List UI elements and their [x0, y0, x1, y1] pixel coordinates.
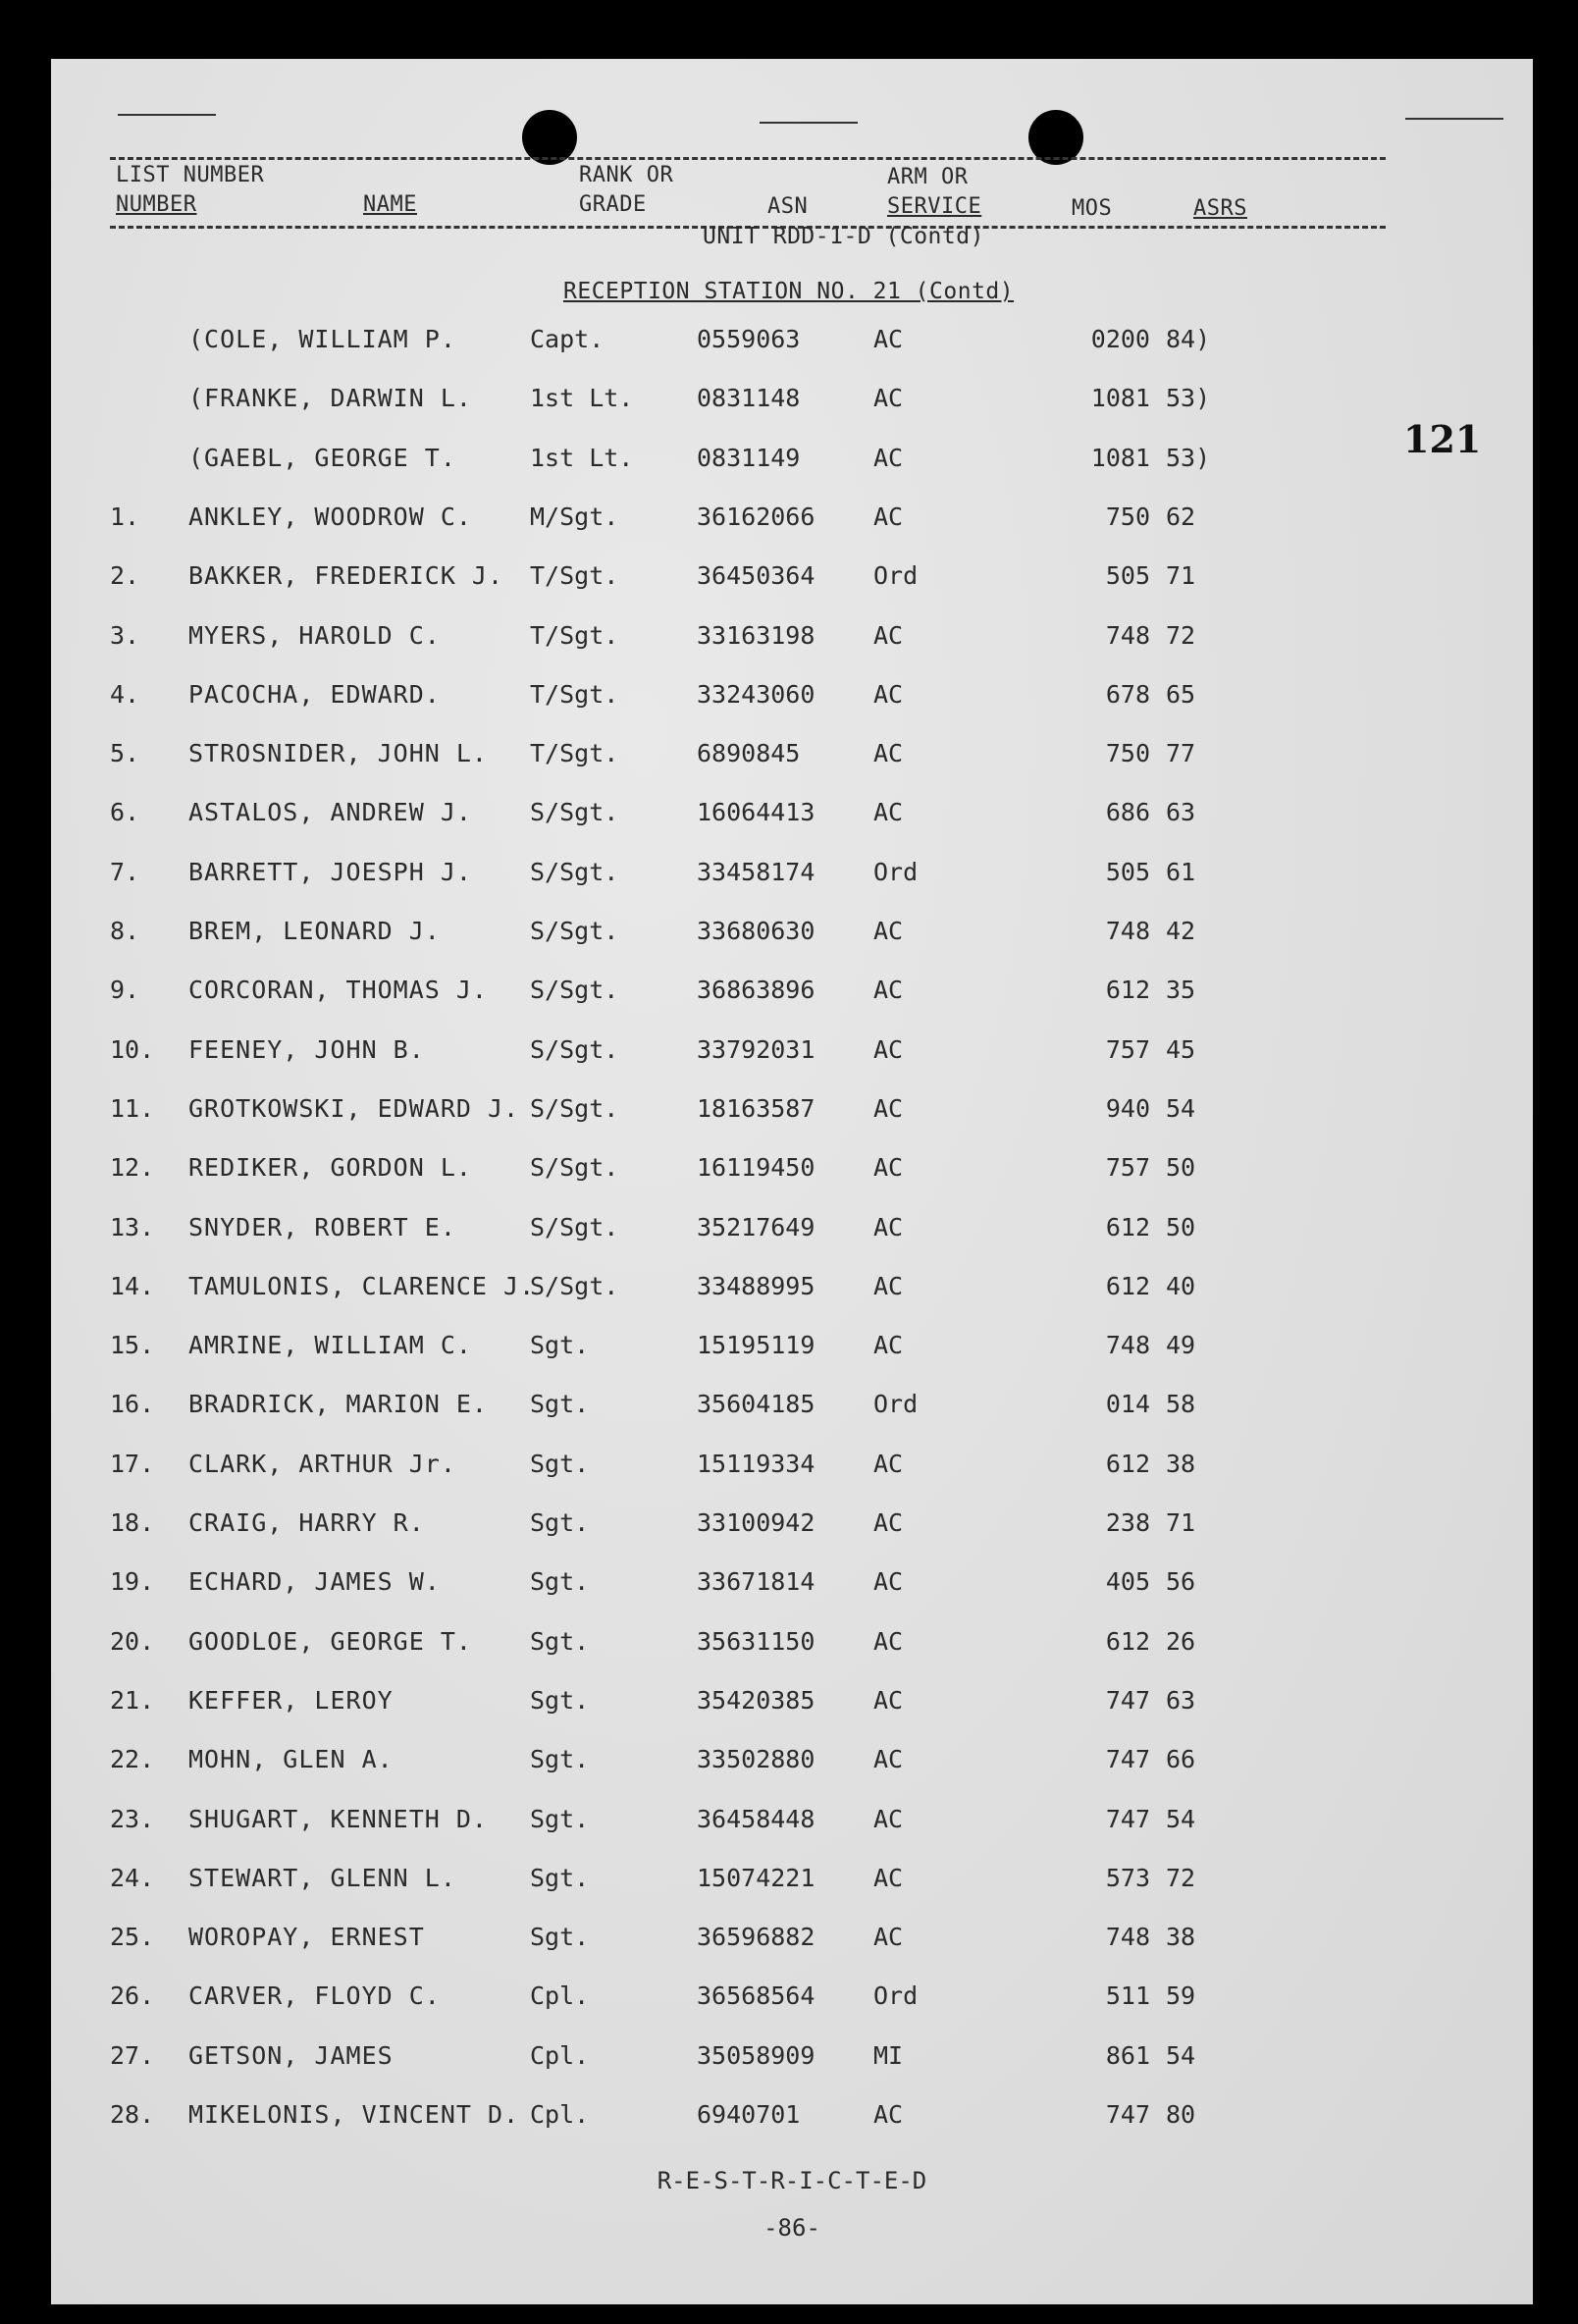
row-asn: 33680630 — [697, 917, 815, 945]
row-asn: 35420385 — [697, 1686, 815, 1715]
row-asn: 35058909 — [697, 2041, 815, 2070]
row-asn: 0559063 — [697, 325, 801, 353]
row-name: BAKKER, FREDERICK J. — [188, 561, 504, 590]
row-asn: 36450364 — [697, 561, 815, 590]
row-rank: S/Sgt. — [530, 1094, 619, 1123]
row-name: SHUGART, KENNETH D. — [188, 1805, 488, 1833]
row-asrs: 40 — [1166, 1272, 1196, 1300]
row-mos: 940 — [1105, 1094, 1150, 1123]
row-asrs: 45 — [1166, 1035, 1196, 1064]
row-mos: 747 — [1105, 1745, 1150, 1773]
row-arm: AC — [873, 502, 904, 531]
row-arm: AC — [873, 384, 904, 412]
row-asrs: 54 — [1166, 1094, 1196, 1123]
table-row — [51, 1445, 1533, 1484]
row-asrs: 53) — [1166, 384, 1211, 412]
row-number: 20. — [110, 1627, 155, 1656]
row-number: 22. — [110, 1745, 155, 1773]
row-mos: 573 — [1105, 1864, 1150, 1892]
row-asrs: 50 — [1166, 1153, 1196, 1182]
row-arm: AC — [873, 1745, 904, 1773]
row-asrs: 84) — [1166, 325, 1211, 353]
table-row — [51, 556, 1533, 596]
row-asrs: 72 — [1166, 621, 1196, 650]
table-row — [51, 498, 1533, 537]
table-row — [51, 1504, 1533, 1543]
row-mos: 505 — [1105, 858, 1150, 886]
document-page — [51, 59, 1533, 2304]
row-rank: Sgt. — [530, 1331, 590, 1359]
row-rank: Sgt. — [530, 1450, 590, 1478]
row-name: BARRETT, JOESPH J. — [188, 858, 472, 886]
header-mos: MOS — [1072, 196, 1113, 221]
row-arm: AC — [873, 1923, 904, 1951]
row-mos: 014 — [1105, 1390, 1150, 1418]
table-row — [51, 1385, 1533, 1424]
row-name: (FRANKE, DARWIN L. — [188, 384, 472, 412]
row-mos: 748 — [1105, 1331, 1150, 1359]
row-name: GETSON, JAMES — [188, 2041, 394, 2070]
row-rank: S/Sgt. — [530, 976, 619, 1004]
row-asn: 33792031 — [697, 1035, 815, 1064]
row-name: TAMULONIS, CLARENCE J. — [188, 1272, 536, 1300]
row-name: STROSNIDER, JOHN L. — [188, 739, 488, 767]
row-number: 10. — [110, 1035, 155, 1064]
table-row — [51, 320, 1533, 359]
row-rank: S/Sgt. — [530, 1272, 619, 1300]
row-arm: MI — [873, 2041, 904, 2070]
row-arm: Ord — [873, 561, 919, 590]
table-row — [51, 2095, 1533, 2135]
row-asrs: 54 — [1166, 1805, 1196, 1833]
row-mos: 748 — [1105, 621, 1150, 650]
row-asrs: 59 — [1166, 1981, 1196, 2010]
row-mos: 1081 — [1090, 444, 1150, 472]
row-number: 5. — [110, 739, 140, 767]
row-name: MYERS, HAROLD C. — [188, 621, 441, 650]
header-list-number: LIST NUMBER NUMBER — [116, 163, 265, 217]
row-asn: 0831149 — [697, 444, 801, 472]
row-asrs: 50 — [1166, 1213, 1196, 1241]
page-number-footer: -86- — [763, 2214, 820, 2242]
row-number: 12. — [110, 1153, 155, 1182]
page-stamp-number: 121 — [1403, 417, 1482, 461]
table-row — [51, 1918, 1533, 1957]
row-rank: S/Sgt. — [530, 917, 619, 945]
row-name: WOROPAY, ERNEST — [188, 1923, 425, 1951]
row-rank: T/Sgt. — [530, 621, 619, 650]
row-number: 26. — [110, 1981, 155, 2010]
row-mos: 748 — [1105, 1923, 1150, 1951]
row-arm: AC — [873, 621, 904, 650]
row-mos: 612 — [1105, 976, 1150, 1004]
row-name: BRADRICK, MARION E. — [188, 1390, 488, 1418]
row-rank: Cpl. — [530, 2100, 590, 2129]
row-asrs: 38 — [1166, 1450, 1196, 1478]
row-asn: 35604185 — [697, 1390, 815, 1418]
row-asn: 33163198 — [697, 621, 815, 650]
row-rank: Sgt. — [530, 1508, 590, 1537]
table-row — [51, 616, 1533, 656]
row-rank: Sgt. — [530, 1923, 590, 1951]
row-name: GROTKOWSKI, EDWARD J. — [188, 1094, 520, 1123]
row-rank: Sgt. — [530, 1627, 590, 1656]
row-asn: 36863896 — [697, 976, 815, 1004]
row-mos: 505 — [1105, 561, 1150, 590]
row-mos: 686 — [1105, 798, 1150, 826]
table-row — [51, 675, 1533, 714]
row-asrs: 80 — [1166, 2100, 1196, 2129]
row-asn: 15119334 — [697, 1450, 815, 1478]
row-mos: 747 — [1105, 1805, 1150, 1833]
row-rank: S/Sgt. — [530, 798, 619, 826]
table-row — [51, 1859, 1533, 1898]
row-asn: 16119450 — [697, 1153, 815, 1182]
row-asn: 35631150 — [697, 1627, 815, 1656]
row-asn: 6890845 — [697, 739, 801, 767]
row-asrs: 35 — [1166, 976, 1196, 1004]
row-asn: 33502880 — [697, 1745, 815, 1773]
row-arm: AC — [873, 2100, 904, 2129]
row-asn: 0831148 — [697, 384, 801, 412]
row-arm: AC — [873, 325, 904, 353]
station-title: RECEPTION STATION NO. 21 (Contd) — [563, 279, 1015, 304]
row-arm: AC — [873, 976, 904, 1004]
table-row — [51, 1030, 1533, 1070]
table-row — [51, 912, 1533, 951]
row-asrs: 71 — [1166, 1508, 1196, 1537]
row-arm: AC — [873, 1567, 904, 1596]
row-asn: 15195119 — [697, 1331, 815, 1359]
row-rank: S/Sgt. — [530, 1213, 619, 1241]
row-asrs: 65 — [1166, 680, 1196, 709]
row-arm: AC — [873, 1035, 904, 1064]
row-arm: AC — [873, 444, 904, 472]
row-arm: AC — [873, 1272, 904, 1300]
row-rank: Sgt. — [530, 1864, 590, 1892]
row-mos: 750 — [1105, 739, 1150, 767]
row-number: 7. — [110, 858, 140, 886]
table-row — [51, 1148, 1533, 1188]
table-row — [51, 853, 1533, 892]
row-mos: 861 — [1105, 2041, 1150, 2070]
row-mos: 678 — [1105, 680, 1150, 709]
row-asrs: 53) — [1166, 444, 1211, 472]
row-asrs: 38 — [1166, 1923, 1196, 1951]
row-name: CARVER, FLOYD C. — [188, 1981, 441, 2010]
row-asn: 35217649 — [697, 1213, 815, 1241]
row-number: 2. — [110, 561, 140, 590]
table-row — [51, 2036, 1533, 2076]
row-arm: AC — [873, 798, 904, 826]
row-arm: AC — [873, 1450, 904, 1478]
row-asrs: 66 — [1166, 1745, 1196, 1773]
row-number: 1. — [110, 502, 140, 531]
row-mos: 612 — [1105, 1450, 1150, 1478]
row-asn: 33243060 — [697, 680, 815, 709]
row-asn: 18163587 — [697, 1094, 815, 1123]
row-asn: 36458448 — [697, 1805, 815, 1833]
row-arm: AC — [873, 1331, 904, 1359]
row-mos: 612 — [1105, 1627, 1150, 1656]
row-rank: M/Sgt. — [530, 502, 619, 531]
row-name: BREM, LEONARD J. — [188, 917, 441, 945]
row-arm: AC — [873, 1508, 904, 1537]
table-row — [51, 1800, 1533, 1839]
table-row — [51, 1740, 1533, 1779]
row-arm: Ord — [873, 1390, 919, 1418]
row-number: 8. — [110, 917, 140, 945]
row-name: CORCORAN, THOMAS J. — [188, 976, 488, 1004]
classification-footer: R-E-S-T-R-I-C-T-E-D — [657, 2167, 927, 2194]
row-mos: 612 — [1105, 1272, 1150, 1300]
row-asrs: 71 — [1166, 561, 1196, 590]
row-asn: 36568564 — [697, 1981, 815, 2010]
table-row — [51, 793, 1533, 832]
row-asrs: 63 — [1166, 798, 1196, 826]
row-rank: Cpl. — [530, 2041, 590, 2070]
row-rank: Sgt. — [530, 1686, 590, 1715]
row-name: ASTALOS, ANDREW J. — [188, 798, 472, 826]
row-asn: 6940701 — [697, 2100, 801, 2129]
row-mos: 747 — [1105, 1686, 1150, 1715]
row-name: MIKELONIS, VINCENT D. — [188, 2100, 520, 2129]
row-number: 13. — [110, 1213, 155, 1241]
row-asrs: 63 — [1166, 1686, 1196, 1715]
row-number: 27. — [110, 2041, 155, 2070]
row-arm: AC — [873, 1094, 904, 1123]
row-rank: Sgt. — [530, 1567, 590, 1596]
row-number: 4. — [110, 680, 140, 709]
row-mos: 757 — [1105, 1153, 1150, 1182]
table-row — [51, 1562, 1533, 1602]
table-row — [51, 1267, 1533, 1306]
row-number: 3. — [110, 621, 140, 650]
row-number: 11. — [110, 1094, 155, 1123]
row-number: 23. — [110, 1805, 155, 1833]
row-name: AMRINE, WILLIAM C. — [188, 1331, 472, 1359]
row-name: ANKLEY, WOODROW C. — [188, 502, 472, 531]
row-rank: Capt. — [530, 325, 605, 353]
row-asn: 15074221 — [697, 1864, 815, 1892]
row-asn: 36596882 — [697, 1923, 815, 1951]
row-rank: T/Sgt. — [530, 739, 619, 767]
table-row — [51, 971, 1533, 1010]
row-mos: 748 — [1105, 917, 1150, 945]
row-arm: AC — [873, 1805, 904, 1833]
row-arm: AC — [873, 1627, 904, 1656]
unit-title: UNIT RDD-1-D (Contd) — [703, 224, 984, 249]
row-asrs: 56 — [1166, 1567, 1196, 1596]
row-mos: 0200 — [1090, 325, 1150, 353]
row-asrs: 26 — [1166, 1627, 1196, 1656]
row-rank: S/Sgt. — [530, 858, 619, 886]
row-mos: 1081 — [1090, 384, 1150, 412]
header-rank: RANK OR GRADE — [579, 163, 674, 217]
row-name: REDIKER, GORDON L. — [188, 1153, 472, 1182]
row-asn: 33671814 — [697, 1567, 815, 1596]
row-arm: Ord — [873, 858, 919, 886]
row-rank: 1st Lt. — [530, 384, 634, 412]
row-number: 16. — [110, 1390, 155, 1418]
header-arm: ARM OR SERVICE — [887, 165, 982, 219]
row-mos: 405 — [1105, 1567, 1150, 1596]
row-arm: AC — [873, 1686, 904, 1715]
row-mos: 238 — [1105, 1508, 1150, 1537]
table-row — [51, 379, 1533, 418]
row-number: 18. — [110, 1508, 155, 1537]
row-asrs: 72 — [1166, 1864, 1196, 1892]
row-name: (GAEBL, GEORGE T. — [188, 444, 456, 472]
margin-rule-right — [1405, 118, 1503, 120]
row-name: PACOCHA, EDWARD. — [188, 680, 441, 709]
table-row — [51, 439, 1533, 478]
table-row — [51, 1208, 1533, 1247]
margin-rule-center — [760, 122, 858, 124]
row-number: 14. — [110, 1272, 155, 1300]
row-number: 21. — [110, 1686, 155, 1715]
table-row — [51, 1977, 1533, 2016]
header-rule-top — [110, 157, 1386, 160]
row-rank: T/Sgt. — [530, 680, 619, 709]
row-number: 15. — [110, 1331, 155, 1359]
row-asrs: 61 — [1166, 858, 1196, 886]
row-arm: AC — [873, 1213, 904, 1241]
row-asn: 33458174 — [697, 858, 815, 886]
row-asn: 33488995 — [697, 1272, 815, 1300]
row-rank: Sgt. — [530, 1805, 590, 1833]
row-name: KEFFER, LEROY — [188, 1686, 394, 1715]
table-row — [51, 1326, 1533, 1365]
row-arm: Ord — [873, 1981, 919, 2010]
table-row — [51, 1622, 1533, 1662]
row-number: 25. — [110, 1923, 155, 1951]
row-name: (COLE, WILLIAM P. — [188, 325, 456, 353]
row-mos: 757 — [1105, 1035, 1150, 1064]
header-asn: ASN — [767, 194, 809, 219]
row-asrs: 77 — [1166, 739, 1196, 767]
row-number: 19. — [110, 1567, 155, 1596]
header-asrs: ASRS — [1193, 196, 1247, 221]
header-name: NAME — [363, 192, 417, 217]
row-mos: 511 — [1105, 1981, 1150, 2010]
row-asn: 36162066 — [697, 502, 815, 531]
row-number: 28. — [110, 2100, 155, 2129]
row-asrs: 49 — [1166, 1331, 1196, 1359]
row-rank: S/Sgt. — [530, 1035, 619, 1064]
row-arm: AC — [873, 917, 904, 945]
row-name: GOODLOE, GEORGE T. — [188, 1627, 472, 1656]
row-asn: 16064413 — [697, 798, 815, 826]
table-row — [51, 734, 1533, 773]
row-arm: AC — [873, 680, 904, 709]
row-name: FEENEY, JOHN B. — [188, 1035, 425, 1064]
row-arm: AC — [873, 739, 904, 767]
row-number: 9. — [110, 976, 140, 1004]
row-name: CRAIG, HARRY R. — [188, 1508, 425, 1537]
row-mos: 747 — [1105, 2100, 1150, 2129]
table-row — [51, 1089, 1533, 1129]
row-number: 17. — [110, 1450, 155, 1478]
row-rank: Sgt. — [530, 1745, 590, 1773]
row-rank: 1st Lt. — [530, 444, 634, 472]
row-name: ECHARD, JAMES W. — [188, 1567, 441, 1596]
row-arm: AC — [873, 1153, 904, 1182]
row-rank: T/Sgt. — [530, 561, 619, 590]
row-name: MOHN, GLEN A. — [188, 1745, 394, 1773]
table-row — [51, 1681, 1533, 1720]
row-asrs: 58 — [1166, 1390, 1196, 1418]
row-name: SNYDER, ROBERT E. — [188, 1213, 456, 1241]
row-asrs: 54 — [1166, 2041, 1196, 2070]
row-number: 6. — [110, 798, 140, 826]
row-arm: AC — [873, 1864, 904, 1892]
row-asn: 33100942 — [697, 1508, 815, 1537]
row-rank: Sgt. — [530, 1390, 590, 1418]
row-rank: S/Sgt. — [530, 1153, 619, 1182]
row-asrs: 42 — [1166, 917, 1196, 945]
row-name: CLARK, ARTHUR Jr. — [188, 1450, 456, 1478]
row-mos: 750 — [1105, 502, 1150, 531]
margin-rule-left — [118, 114, 216, 116]
row-mos: 612 — [1105, 1213, 1150, 1241]
row-number: 24. — [110, 1864, 155, 1892]
row-rank: Cpl. — [530, 1981, 590, 2010]
row-name: STEWART, GLENN L. — [188, 1864, 456, 1892]
row-asrs: 62 — [1166, 502, 1196, 531]
